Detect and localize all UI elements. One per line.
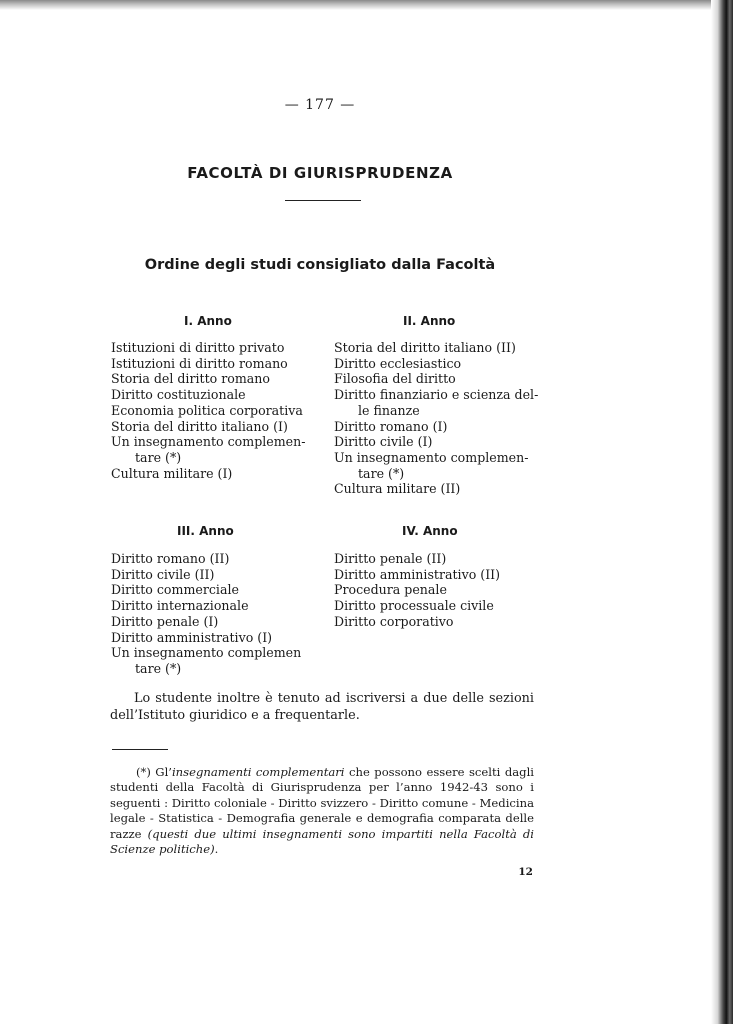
course-item: Cultura militare (I) xyxy=(111,465,233,481)
footnote-divider xyxy=(112,749,168,750)
year-4-label: IV. Anno xyxy=(402,524,458,538)
section-heading: Ordine degli studi consigliato dalla Facoltà xyxy=(144,257,496,273)
footnote-italic-tail: (questi due ultimi insegnamenti sono impartiti nella Facoltà di Scienze politiche) xyxy=(110,826,535,857)
course-item: Storia del diritto italiano (I) xyxy=(111,418,288,434)
footnote xyxy=(110,765,534,857)
course-item: Diritto corporativo xyxy=(334,613,454,629)
faculty-title: FACOLTÀ DI GIURISPRUDENZA xyxy=(187,164,453,182)
course-item: Diritto finanziario e scienza del- xyxy=(334,387,539,403)
course-item: Economia politica corporativa xyxy=(111,402,303,418)
year-1-course-list xyxy=(111,340,306,481)
course-item: Istituzioni di diritto romano xyxy=(111,355,288,371)
footnote-italic-term: insegnamenti complementari xyxy=(171,765,345,779)
course-item: Istituzioni di diritto privato xyxy=(111,340,285,355)
course-item: tare (*) xyxy=(358,465,405,481)
course-item: Un insegnamento complemen- xyxy=(111,434,306,450)
course-item: Diritto amministrativo (II) xyxy=(334,566,501,582)
year-3-course-list xyxy=(111,551,301,677)
course-item: Diritto civile (I) xyxy=(334,434,433,450)
course-item: Diritto commerciale xyxy=(111,582,239,598)
course-item: tare (*) xyxy=(135,449,182,465)
year-4-course-list xyxy=(334,551,500,630)
course-item: tare (*) xyxy=(135,660,182,676)
footnote-marker: (*) Gl’ xyxy=(136,765,172,779)
footnote-end: . xyxy=(214,842,219,857)
course-item: Un insegnamento complemen xyxy=(111,645,302,661)
course-item: Procedura penale xyxy=(334,582,447,598)
course-item: Diritto ecclesiastico xyxy=(334,355,462,371)
course-item: Filosofia del diritto xyxy=(334,371,456,387)
course-item: Diritto costituzionale xyxy=(111,387,246,403)
year-2-course-list xyxy=(334,340,538,497)
scan-top-edge xyxy=(0,0,733,10)
course-item: Diritto processuale civile xyxy=(334,598,494,614)
course-item: Diritto internazionale xyxy=(111,598,249,614)
course-item: Diritto civile (II) xyxy=(111,566,215,582)
course-item: Storia del diritto italiano (II) xyxy=(334,340,516,355)
year-2-label: II. Anno xyxy=(403,314,456,328)
footnote-body: che possono essere scelti dagli studenti della Facoltà di Giurisprudenza per l’anno 1942-43 sono i seguenti : Diritto coloniale - Diritto svizzero - Diritto comune - Medicina legale - Statistica - Demografia generale e demografia comparata delle razze xyxy=(110,765,534,841)
course-item: Diritto romano (II) xyxy=(111,551,230,566)
page-number: — 177 — xyxy=(284,97,356,113)
course-item: Diritto penale (I) xyxy=(111,613,219,629)
scan-binding-edge xyxy=(711,0,733,1024)
course-item: le finanze xyxy=(358,402,420,418)
course-item: Diritto penale (II) xyxy=(334,551,447,566)
enrollment-note: Lo studente inoltre è tenuto ad iscriversi a due delle sezioni dell’Istituto giuridico e a frequentarle. xyxy=(110,691,534,723)
course-item: Storia del diritto romano xyxy=(111,371,270,387)
year-3-label: III. Anno xyxy=(177,524,234,538)
year-1-label: I. Anno xyxy=(184,314,232,328)
title-divider xyxy=(285,200,361,201)
course-item: Un insegnamento complemen- xyxy=(334,449,529,465)
signature-mark: 12 xyxy=(518,866,533,878)
course-item: Diritto amministrativo (I) xyxy=(111,629,273,645)
course-item: Diritto romano (I) xyxy=(334,418,448,434)
course-item: Cultura militare (II) xyxy=(334,481,461,497)
